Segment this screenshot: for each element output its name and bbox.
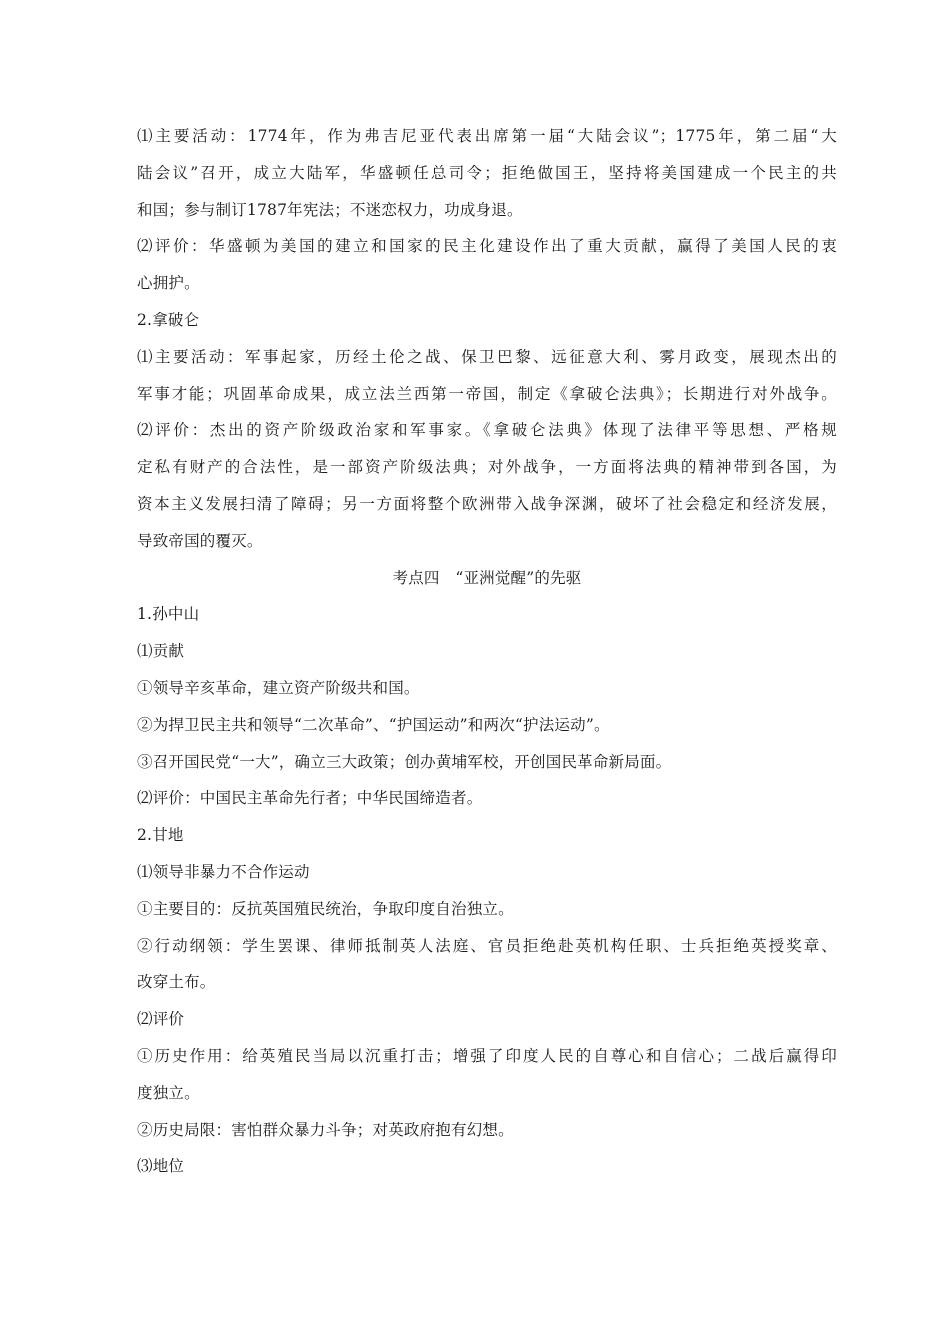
list-item: ②历史局限：害怕群众暴力斗争；对英政府抱有幻想。 [137, 1120, 514, 1139]
text-line: ⑴主要活动：军事起家，历经土伦之战、保卫巴黎、远征意大利、雾月政变，展现杰出的 [137, 347, 837, 366]
text-line: 资本主义发展扫清了障碍；另一方面将整个欧洲带入战争深渊，破坏了社会稳定和经济发展， [137, 494, 837, 513]
list-item: ①领导辛亥革命，建立资产阶级共和国。 [137, 678, 420, 697]
text-line: 心拥护。 [137, 274, 200, 293]
text-line: ⑵评价：中国民主革命先行者；中华民国缔造者。 [137, 789, 483, 808]
text-line: 改穿土布。 [137, 973, 216, 992]
subsection-heading: ⑵评价 [137, 1010, 185, 1029]
section-heading: 2.甘地 [137, 826, 184, 845]
text-line: 和国；参与制订1787年宪法；不迷恋权力，功成身退。 [137, 200, 523, 219]
subsection-heading: ⑴贡献 [137, 642, 185, 661]
section-heading: 1.孙中山 [137, 605, 200, 624]
list-item: ①主要目的：反抗英国殖民统治，争取印度自治独立。 [137, 899, 514, 918]
text-line: 陆会议”召开，成立大陆军，华盛顿任总司令；拒绝做国王，坚持将美国建成一个民主的共 [137, 163, 837, 182]
list-item: ①历史作用：给英殖民当局以沉重打击；增强了印度人民的自尊心和自信心；二战后赢得印 [137, 1046, 837, 1065]
text-line: ⑴主要活动：1774年，作为弗吉尼亚代表出席第一届“大陆会议”；1775年，第二届“大 [137, 127, 837, 145]
subsection-heading: ⑴领导非暴力不合作运动 [137, 862, 310, 881]
list-item: ③召开国民党“一大”，确立三大政策；创办黄埔军校，开创国民革命新局面。 [137, 752, 672, 771]
text-line: 定私有财产的合法性，是一部资产阶级法典；对外战争，一方面将法典的精神带到各国，为 [137, 458, 837, 477]
text-line: 导致帝国的覆灭。 [137, 531, 263, 550]
document-page [137, 118, 837, 1185]
list-item: ②为捍卫民主共和领导“二次革命”、“护国运动”和两次“护法运动”。 [137, 715, 610, 734]
list-item: ②行动纲领：学生罢课、律师抵制英人法庭、官员拒绝赴英机构任职、士兵拒绝英授奖章、 [137, 936, 837, 955]
text-line: 度独立。 [137, 1083, 200, 1102]
text-line: ⑵评价：杰出的资产阶级政治家和军事家。《拿破仑法典》体现了法律平等思想、严格规 [137, 421, 837, 440]
text-line: ⑵评价：华盛顿为美国的建立和国家的民主化建设作出了重大贡献，赢得了美国人民的衷 [137, 237, 837, 256]
section-heading: 2.拿破仑 [137, 310, 200, 329]
subsection-heading: ⑶地位 [137, 1157, 185, 1176]
text-line: 军事才能；巩固革命成果，成立法兰西第一帝国，制定《拿破仑法典》；长期进行对外战争。 [137, 384, 837, 403]
topic-heading: 考点四 “亚洲觉醒”的先驱 [392, 568, 582, 587]
